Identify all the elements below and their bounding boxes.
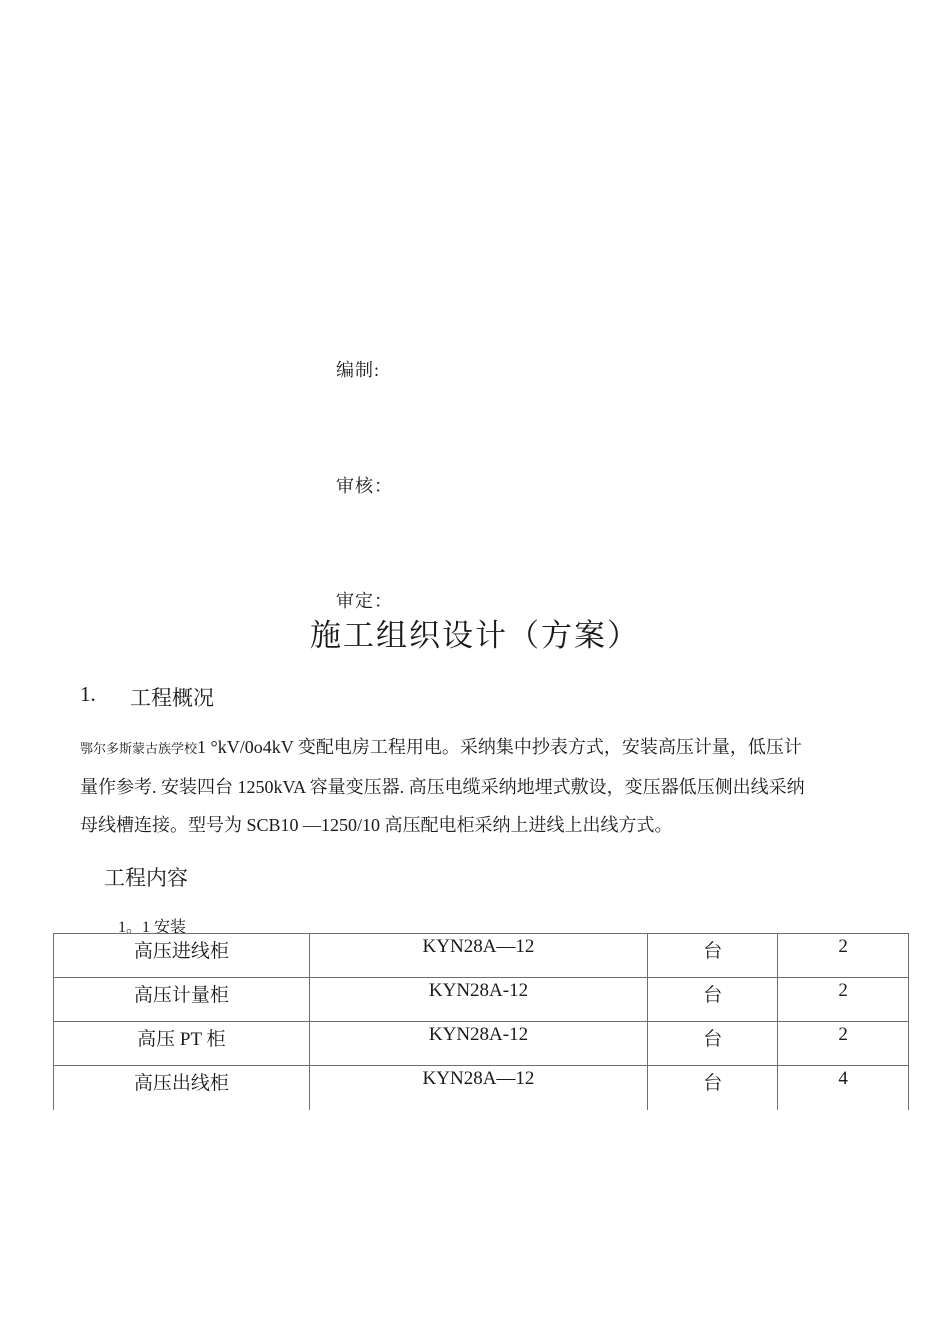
equipment-unit-cell: 台 [648, 934, 778, 978]
approved-by-label: 审定： [336, 591, 393, 611]
table-row [54, 978, 909, 1022]
equipment-unit-cell: 台 [648, 1022, 778, 1066]
equipment-name-cell: 高压计量柜 [54, 978, 310, 1022]
equipment-qty-cell: 4 [778, 1066, 909, 1110]
section-heading-content: 工程内容 [104, 866, 188, 890]
table-row [54, 1022, 909, 1066]
school-name: 鄂尔多斯蒙古族学校 [80, 741, 198, 756]
equipment-model-cell: KYN28A—12 [309, 1066, 648, 1110]
equipment-qty-cell: 2 [778, 934, 909, 978]
section-title: 工程概况 [130, 686, 214, 710]
table-row [54, 934, 909, 978]
document-title: 施工组织设计（方案） [310, 618, 640, 653]
subsection-label: 1。1 安装 [118, 919, 187, 936]
overview-line-3: 母线槽连接。型号为 SCB10 —1250/10 高压配电柜采纳上进线上出线方式。 [80, 815, 673, 835]
section-number: 1. [80, 682, 96, 706]
section-heading-overview [80, 682, 214, 712]
equipment-name-cell: 高压 PT 柜 [54, 1022, 310, 1066]
equipment-unit-cell: 台 [648, 1066, 778, 1110]
overview-line-1-text: 1 °kV/0o4kV 变配电房工程用电。采纳集中抄表方式，安装高压计量，低压计 [197, 737, 802, 757]
overview-line-1 [80, 728, 910, 768]
compiled-by-label: 编制: [336, 360, 381, 380]
equipment-model-cell: KYN28A—12 [309, 934, 648, 978]
reviewed-by-label: 审核： [336, 476, 393, 496]
equipment-table [53, 933, 909, 1110]
equipment-model-cell: KYN28A-12 [309, 978, 648, 1022]
equipment-name-cell: 高压出线柜 [54, 1066, 310, 1110]
overview-line-2: 量作参考. 安装四台 1250kVA 容量变压器. 高压电缆采纳地埋式敷设，变压器低压侧出线采纳 [80, 777, 805, 797]
equipment-qty-cell: 2 [778, 1022, 909, 1066]
table-row [54, 1066, 909, 1110]
overview-paragraph [80, 728, 910, 844]
equipment-unit-cell: 台 [648, 978, 778, 1022]
equipment-model-cell: KYN28A-12 [309, 1022, 648, 1066]
equipment-name-cell: 高压进线柜 [54, 934, 310, 978]
equipment-qty-cell: 2 [778, 978, 909, 1022]
